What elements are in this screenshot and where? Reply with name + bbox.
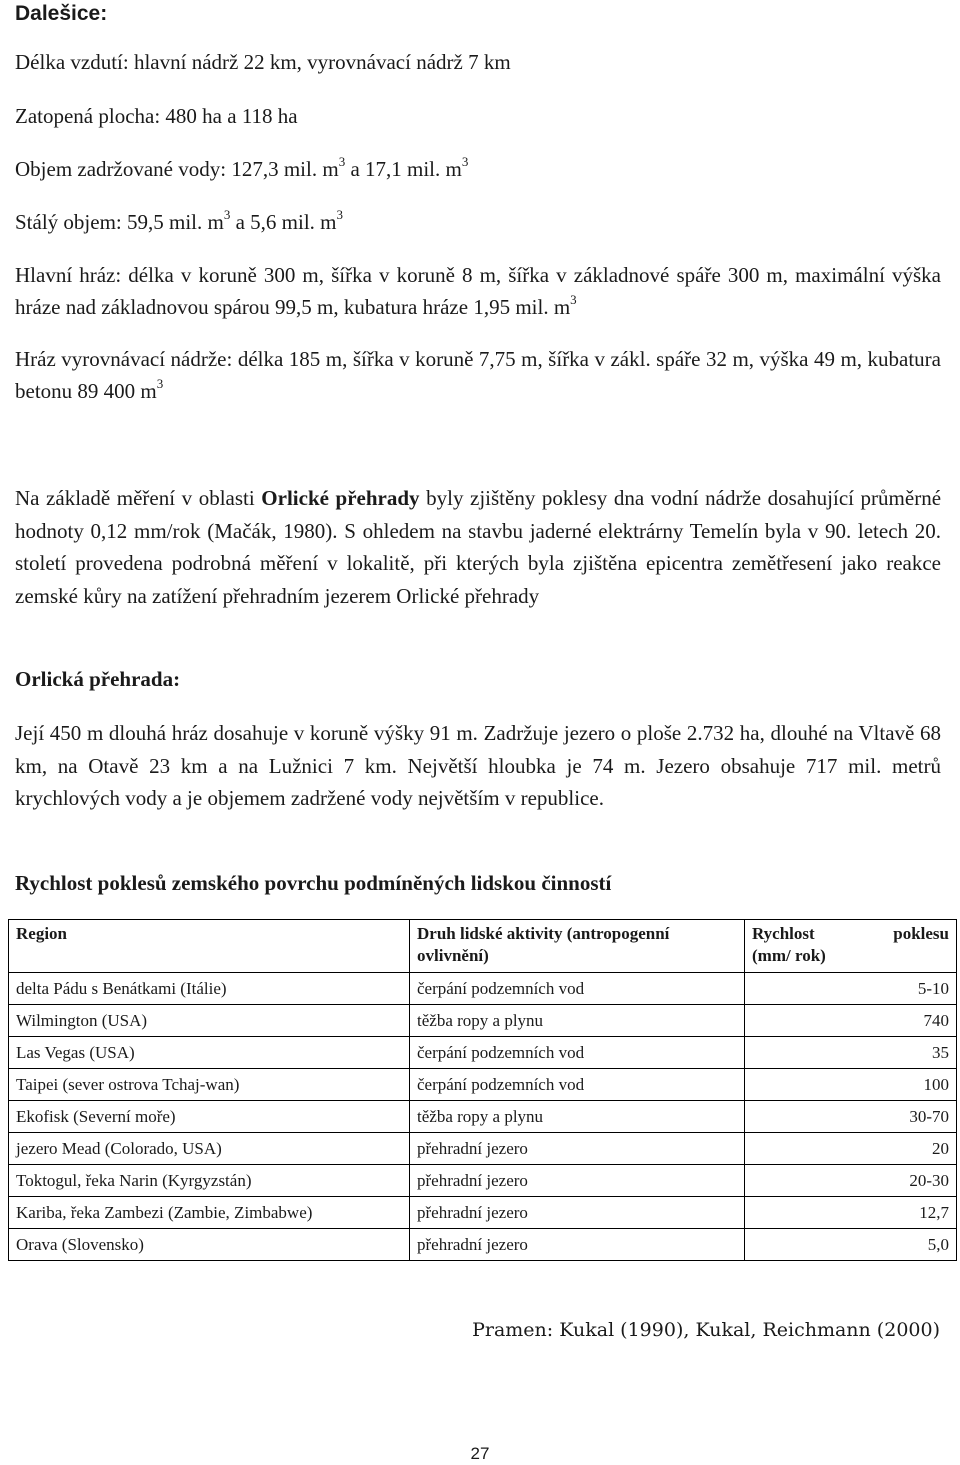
header-rate-b: poklesu [893,924,949,943]
table-row [9,1005,957,1037]
cell-rate: 100 [745,1069,957,1101]
header-activity: Druh lidské aktivity (antropogenní ovlivnění) [410,920,745,973]
superscript: 3 [570,291,577,307]
cell-rate: 20-30 [745,1165,957,1197]
staly-text-a: Stálý objem: 59,5 mil. m [15,210,224,234]
table-row [9,1197,957,1229]
cell-activity: čerpání podzemních vod [410,973,745,1005]
orlik-intro-paragraph [15,482,941,612]
orlik-heading: Orlická přehrada: [15,667,181,691]
table-row [9,1037,957,1069]
cell-activity: přehradní jezero [410,1197,745,1229]
cell-region: Toktogul, řeka Narin (Kyrgyzstán) [9,1165,410,1197]
cell-rate: 5,0 [745,1229,957,1261]
cell-rate: 12,7 [745,1197,957,1229]
orlik-paragraph: Její 450 m dlouhá hráz dosahuje v koruně výšky 91 m. Zadržuje jezero o ploše 2.732 ha, dlouhé na Vltavě 68 km, na Otavě 23 km a na Lužnici 7 km. Největší hloubka je 74 m. Jezero obsahuje 717 mil. metrů krychlových vody a je objemem zadržené vody největším v republice. [15,721,941,810]
cell-region: jezero Mead (Colorado, USA) [9,1133,410,1165]
header-rate [745,920,957,973]
cell-activity: čerpání podzemních vod [410,1069,745,1101]
cell-region: Orava (Slovensko) [9,1229,410,1261]
table-source: Pramen: Kukal (1990), Kukal, Reichmann (2000) [472,1319,940,1341]
dalesice-hlavni-hraz [15,260,941,323]
cell-rate: 5-10 [745,973,957,1005]
superscript: 3 [461,154,469,169]
cell-activity: přehradní jezero [410,1133,745,1165]
objem-text-b: a 17,1 mil. m [345,157,462,181]
cell-region: Ekofisk (Severní moře) [9,1101,410,1133]
cell-activity: těžba ropy a plynu [410,1005,745,1037]
cell-region: Las Vegas (USA) [9,1037,410,1069]
superscript: 3 [156,375,164,391]
cell-region: Wilmington (USA) [9,1005,410,1037]
cell-activity: těžba ropy a plynu [410,1101,745,1133]
cell-activity: přehradní jezero [410,1229,745,1261]
superscript: 3 [338,154,346,169]
intro-text-2: byly zjištěny poklesy dna vodní nádrže dosahující průměrné hodnoty 0,12 mm/rok (Mačák, 1980). S ohledem na stavbu jaderné elektrárny Temelín byla v 90. letech 20. století provedena podrobná měření v lokalitě, při kterých byla zjištěna epicentra zemětřesení jako reakce zemské kůry na zatížení přehradním jezerem Orlické přehrady [15,486,942,608]
header-region: Region [9,920,410,973]
cell-activity: čerpání podzemních vod [410,1037,745,1069]
dalesice-line-vzduti: Délka vzdutí: hlavní nádrž 22 km, vyrovnávací nádrž 7 km [15,50,511,74]
staly-text-b: a 5,6 mil. m [230,210,337,234]
dalesice-heading: Dalešice: [15,2,108,25]
dalesice-line-plocha: Zatopená plocha: 480 ha a 118 ha [15,104,298,128]
table-row [9,1101,957,1133]
cell-region: Taipei (sever ostrova Tchaj-wan) [9,1069,410,1101]
cell-region: delta Pádu s Benátkami (Itálie) [9,973,410,1005]
cell-rate: 740 [745,1005,957,1037]
superscript: 3 [336,207,344,222]
table-row [9,973,957,1005]
cell-rate: 30-70 [745,1101,957,1133]
intro-text-1: Na základě měření v oblasti [15,486,262,510]
cell-rate: 35 [745,1037,957,1069]
vyrovnavaci-hraz-text: Hráz vyrovnávací nádrže: délka 185 m, šířka v koruně 7,75 m, šířka v zákl. spáře 32 m, výška 49 m, kubatura betonu 89 400 m [15,347,941,403]
dalesice-line-objem [15,154,469,182]
dalesice-line-staly-objem [15,207,344,235]
table-row [9,1133,957,1165]
table-row [9,1229,957,1261]
header-rate-c: (mm/ rok) [752,946,826,965]
header-rate-a: Rychlost [752,924,815,943]
table-row [9,1069,957,1101]
table-title: Rychlost poklesů zemského povrchu podmíněných lidskou činností [15,871,612,895]
subsidence-table [8,919,957,1261]
cell-rate: 20 [745,1133,957,1165]
table-row [9,1165,957,1197]
superscript: 3 [223,207,231,222]
page-number: 27 [470,1444,490,1463]
hlavni-hraz-text: Hlavní hráz: délka v koruně 300 m, šířka v koruně 8 m, šířka v základnové spáře 300 m, maximální výška hráze nad základnovou spárou 99,5 m, kubatura hráze 1,95 mil. m [15,263,941,319]
intro-bold: Orlické přehrady [261,486,420,510]
cell-region: Kariba, řeka Zambezi (Zambie, Zimbabwe) [9,1197,410,1229]
table-header-row [9,920,957,973]
cell-activity: přehradní jezero [410,1165,745,1197]
objem-text-a: Objem zadržované vody: 127,3 mil. m [15,157,339,181]
dalesice-vyrovnavaci-hraz [15,344,941,407]
